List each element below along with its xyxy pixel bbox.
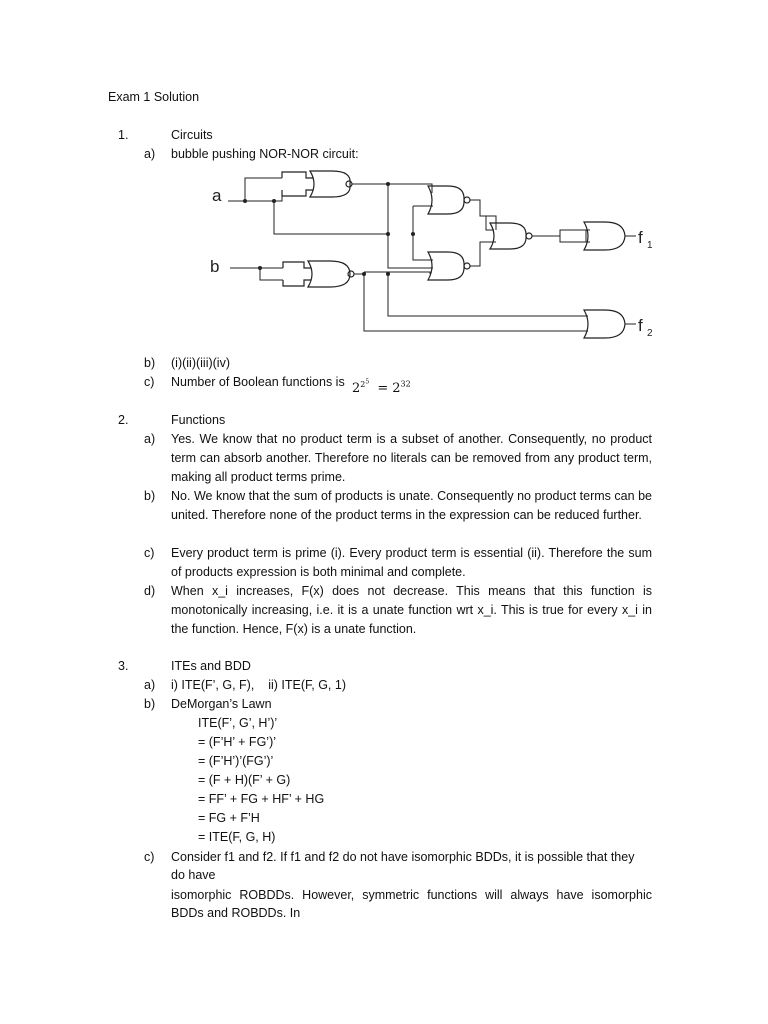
- derivation-line-4: = (F + H)(F’ + G): [198, 773, 291, 787]
- section-2a-label: a): [144, 432, 156, 446]
- derivation-line-6: = FG + F’H: [198, 811, 260, 825]
- section-2-number: 2.: [118, 413, 129, 427]
- bubble-gate-4: [464, 263, 470, 269]
- section-2d-label: d): [144, 584, 156, 598]
- section-3b-text: DeMorgan’s Lawn: [171, 697, 272, 711]
- output-f1-subscript: 1: [647, 240, 653, 251]
- section-1a-text: bubble pushing NOR-NOR circuit:: [171, 147, 359, 161]
- output-f2-subscript: 2: [647, 328, 653, 339]
- or-gate-f2: [584, 310, 625, 338]
- section-2c-label: c): [144, 546, 155, 560]
- input-b-label: b: [210, 257, 220, 276]
- section-3c-line-3: isomorphic ROBDDs. However, symmetric functions will always have isomorphic: [171, 888, 652, 902]
- section-1-number: 1.: [118, 128, 129, 142]
- derivation-line-1: ITE(F’, G’, H’)’: [198, 716, 278, 730]
- boolean-function-count-formula: $2^{2^5} = 2^{32}$: [352, 378, 411, 396]
- document-title: Exam 1 Solution: [108, 90, 200, 104]
- bubble-gate-5: [526, 233, 532, 239]
- section-2d-text: When x_i increases, F(x) does not decrease. This means that this function is monotonically increasing, i.e. it is a unate function wrt x_i. This is true for every x_i in the function. Hence, F(x) is a unate function.: [171, 584, 652, 636]
- section-1-heading: Circuits: [171, 128, 213, 142]
- or-gate-5: [490, 223, 526, 249]
- derivation-line-3: = (F’H’)’(FG’)’: [198, 754, 274, 768]
- or-gate-f1: [584, 222, 625, 250]
- section-2b-label: b): [144, 489, 156, 503]
- bubble-gate-3: [464, 197, 470, 203]
- section-3c-line-4: BDDs and ROBDDs. In: [171, 906, 301, 920]
- section-1a-label: a): [144, 147, 156, 161]
- section-3a-text: i) ITE(F’, G, F), ii) ITE(F, G, 1): [171, 678, 346, 692]
- section-2b-text: No. We know that the sum of products is unate. Consequently no product terms can be united. Therefore none of the product terms in the expression can be reduced further.: [171, 489, 652, 522]
- or-gate-2: [308, 261, 350, 287]
- or-gate-4: [428, 252, 464, 280]
- section-3-heading: ITEs and BDD: [171, 659, 251, 673]
- section-3c-line-2: do have: [171, 868, 216, 882]
- output-f1-label: f: [638, 228, 643, 247]
- section-1c-label: c): [144, 375, 155, 389]
- section-3b-label: b): [144, 697, 156, 711]
- or-gate-1: [310, 171, 350, 197]
- section-1c-text: Number of Boolean functions is: [171, 375, 345, 389]
- section-2c-text: Every product term is prime (i). Every product term is essential (ii). Therefore the sum of products expression is both minimal and complete.: [171, 546, 652, 579]
- section-3a-label: a): [144, 678, 156, 692]
- section-2a-text: Yes. We know that no product term is a subset of another. Consequently, no product term can absorb another. Therefore no literals can be removed from any product term, making all product terms prime.: [171, 432, 652, 484]
- section-3-number: 3.: [118, 659, 129, 673]
- derivation-line-7: = ITE(F, G, H): [198, 830, 276, 844]
- section-2-heading: Functions: [171, 413, 226, 427]
- bubble-gate-1: [346, 181, 352, 187]
- section-3c-line-1: Consider f1 and f2. If f1 and f2 do not have isomorphic BDDs, it is possible that they: [171, 850, 635, 864]
- or-gate-3: [428, 186, 464, 214]
- nor-nor-circuit-diagram: [200, 168, 670, 340]
- input-a-label: a: [212, 186, 222, 205]
- section-3c-label: c): [144, 850, 155, 864]
- derivation-line-5: = FF’ + FG + HF’ + HG: [198, 792, 325, 806]
- bubble-gate-2: [348, 271, 354, 277]
- output-f2-label: f: [638, 316, 643, 335]
- section-1b-label: b): [144, 356, 156, 370]
- derivation-line-2: = (F’H’ + FG’)’: [198, 735, 277, 749]
- section-1b-text: (i)(ii)(iii)(iv): [171, 356, 230, 370]
